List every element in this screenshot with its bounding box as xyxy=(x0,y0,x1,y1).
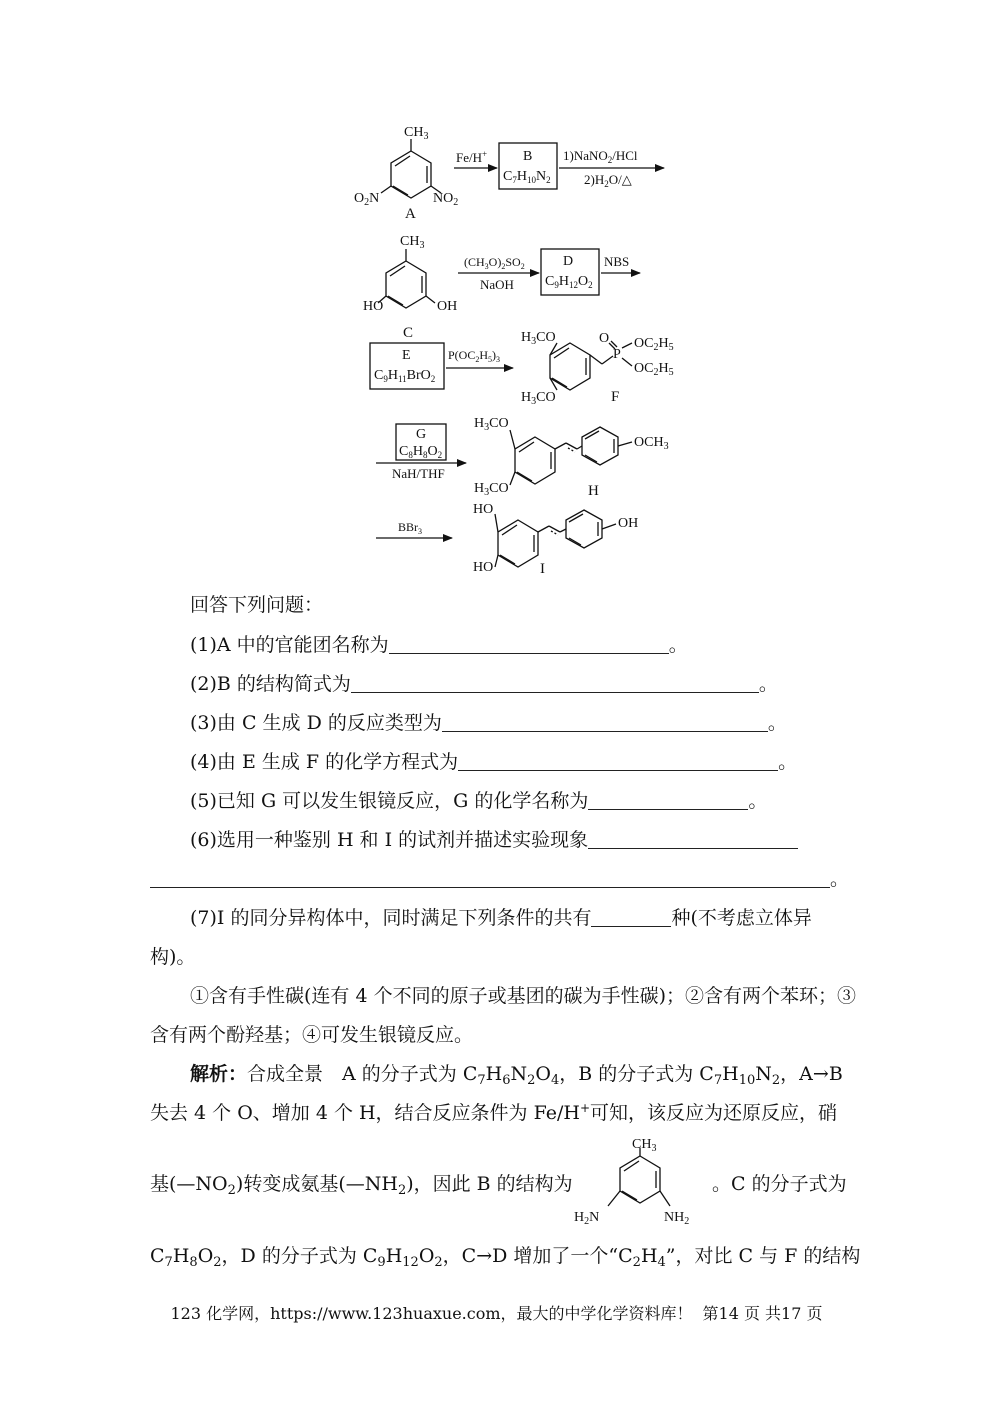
a-no2-right-label: $NO_2$ xyxy=(433,191,459,208)
period: 。 xyxy=(668,634,688,656)
subscript: 2 xyxy=(227,1183,236,1198)
subscript: 2 xyxy=(397,1183,407,1198)
subscript: 8 xyxy=(189,1255,198,1270)
c-oh-left-label: HO xyxy=(363,299,384,314)
period: 。 xyxy=(748,790,768,812)
question-1-text: (1)A 中的官能团名称为 xyxy=(190,634,389,656)
compound-e-formula: $C_9H_{11}BrO_2$ xyxy=(374,368,436,384)
compound-c-label: C xyxy=(403,325,414,341)
superscript: + xyxy=(579,1101,591,1115)
question-7-continued: 构)。 xyxy=(150,946,196,968)
conditions-line-2: 含有两个酚羟基；④可发生银镜反应。 xyxy=(150,1024,474,1046)
arrow7-reagent: BBr$_3$ xyxy=(398,520,423,536)
analysis-heading: 解析： xyxy=(190,1063,248,1085)
f-h3co-bottom-label: $H_3CO$ xyxy=(521,390,556,407)
analysis-text: )，因此 B 的结构为 xyxy=(406,1173,573,1195)
analysis-text: ，B 的分子式为 C xyxy=(559,1063,714,1085)
formula-text: O xyxy=(197,1245,214,1267)
subscript: 2 xyxy=(771,1073,781,1088)
question-5-text: (5)已知 G 可以发生银镜反应，G 的化学名称为 xyxy=(190,790,589,812)
i-ho-bottom-label: HO xyxy=(473,560,494,575)
period: 。 xyxy=(758,673,778,695)
compound-d-formula: $C_9H_{12}O_2$ xyxy=(545,274,593,290)
question-4-text: (4)由 E 生成 F 的化学方程式为 xyxy=(190,751,459,773)
compound-i-label: I xyxy=(540,561,545,577)
compound-a-label: A xyxy=(405,206,416,222)
h-h3co-top-label: $H_3CO$ xyxy=(474,416,509,433)
subscript: 9 xyxy=(377,1255,386,1270)
compound-h-label: H xyxy=(588,483,599,499)
formula-text: H xyxy=(722,1063,739,1085)
period: 。 xyxy=(767,712,787,734)
period: 。 xyxy=(778,751,798,773)
subscript: 2 xyxy=(434,1255,443,1270)
arrow4-reagent: NBS xyxy=(604,254,630,269)
question-3-text: (3)由 C 生成 D 的反应类型为 xyxy=(190,712,442,734)
questions-intro: 回答下列问题： xyxy=(190,594,324,616)
compound-g-label: G xyxy=(416,427,427,442)
subscript: 12 xyxy=(402,1255,419,1270)
analysis-line-3-end: 。C 的分子式为 xyxy=(712,1173,847,1195)
arrow2-reagent-2: $2)H_2O/\triangle$ xyxy=(584,172,632,189)
formula-text: H xyxy=(385,1245,403,1267)
b-nh2-right-label: $NH_2$ xyxy=(664,1210,690,1227)
a-ch3-label: $CH_3$ xyxy=(404,125,429,142)
f-oet-1-label: $OC_2H_5$ xyxy=(634,336,674,353)
formula-text: O xyxy=(535,1063,551,1085)
a-no2-left-label: $O_2N$ xyxy=(354,191,380,208)
analysis-text: ”，对比 C 与 F 的结构 xyxy=(665,1245,861,1267)
subscript: 4 xyxy=(550,1073,560,1088)
arrow2-reagent-1: 1)NaNO$_2$/HCl xyxy=(563,148,638,165)
c-oh-right-label: OH xyxy=(437,299,458,314)
arrow3-reagent-1: $(CH_3O)_2SO_2$ xyxy=(464,255,525,271)
analysis-text: 基(—NO xyxy=(150,1173,228,1195)
formula-text: N xyxy=(510,1063,528,1085)
compound-b-label: B xyxy=(523,149,533,164)
page-footer xyxy=(0,1301,993,1324)
subscript: 7 xyxy=(477,1073,486,1088)
analysis-line-4 xyxy=(150,1241,860,1270)
question-7-text: (7)I 的同分异构体中，同时满足下列条件的共有 xyxy=(190,907,592,929)
subscript: 6 xyxy=(502,1073,511,1088)
c-ch3-label: $CH_3$ xyxy=(400,234,425,251)
i-oh-label: OH xyxy=(618,516,639,531)
arrow3-reagent-2: NaOH xyxy=(480,277,514,292)
formula-text: H xyxy=(485,1063,503,1085)
h-och3-label: $OCH_3$ xyxy=(634,435,669,452)
formula-text: N xyxy=(755,1063,772,1085)
conditions-line-1: ①含有手性碳(连有 4 个不同的原子或基团的碳为手性碳)；②含有两个苯环；③ xyxy=(190,985,856,1007)
h-h3co-bottom-label: $H_3CO$ xyxy=(474,481,509,498)
b-ch3-label: $CH_3$ xyxy=(632,1137,657,1154)
i-ho-top-label: HO xyxy=(473,502,494,517)
compound-d-label: D xyxy=(563,254,574,269)
b-nh2-left-label: $H_2N$ xyxy=(574,1210,600,1227)
question-2-text: (2)B 的结构简式为 xyxy=(190,673,351,695)
f-p-label: P xyxy=(613,347,621,362)
arrow1-reagent: Fe/H+ xyxy=(456,149,488,165)
compound-b-formula: $C_7H_{10}N_2$ xyxy=(503,169,551,185)
formula-text: H xyxy=(172,1245,190,1267)
formula-text: H xyxy=(640,1245,658,1267)
compound-f-label: F xyxy=(611,389,620,405)
formula-text: O xyxy=(418,1245,435,1267)
arrow6-reagent: NaH/THF xyxy=(392,466,445,481)
f-oet-2-label: $OC_2H_5$ xyxy=(634,361,674,378)
f-h3co-top-label: $H_3CO$ xyxy=(521,330,556,347)
arrow5-reagent: $P(OC_2H_5)_3$ xyxy=(448,348,501,364)
subscript: 10 xyxy=(738,1073,756,1088)
subscript: 7 xyxy=(164,1255,173,1270)
analysis-text: ，A→B xyxy=(780,1063,843,1085)
subscript: 4 xyxy=(657,1255,666,1270)
question-6-text: (6)选用一种鉴别 H 和 I 的试剂并描述实验现象 xyxy=(190,829,589,851)
analysis-text: ，C→D 增加了一个“C xyxy=(442,1245,633,1267)
analysis-text: 合成全景 A 的分子式为 C xyxy=(247,1063,478,1085)
analysis-text: )转变成氨基(—NH xyxy=(235,1173,398,1195)
compound-e-label: E xyxy=(402,348,411,363)
subscript: 2 xyxy=(213,1255,222,1270)
footer-site: 123 化学网，https://www.123huaxue.com，最大的中学化学资料库！ xyxy=(170,1304,693,1323)
subscript: 2 xyxy=(632,1255,641,1270)
analysis-text: 可知，该反应为还原反应，硝 xyxy=(590,1102,838,1124)
analysis-text: ，D 的分子式为 C xyxy=(221,1245,378,1267)
subscript: 2 xyxy=(527,1073,536,1088)
period: 。 xyxy=(830,868,850,890)
compound-g-formula: $C_8H_8O_2$ xyxy=(399,444,443,460)
footer-page-number: 第14 页 共17 页 xyxy=(702,1304,823,1323)
f-o-label: O xyxy=(599,331,610,346)
analysis-text: 失去 4 个 O、增加 4 个 H，结合反应条件为 Fe/H xyxy=(150,1102,580,1124)
formula-text: C xyxy=(150,1245,165,1267)
subscript: 7 xyxy=(713,1073,723,1088)
question-7-text-b: 种(不考虑立体异 xyxy=(671,907,812,929)
